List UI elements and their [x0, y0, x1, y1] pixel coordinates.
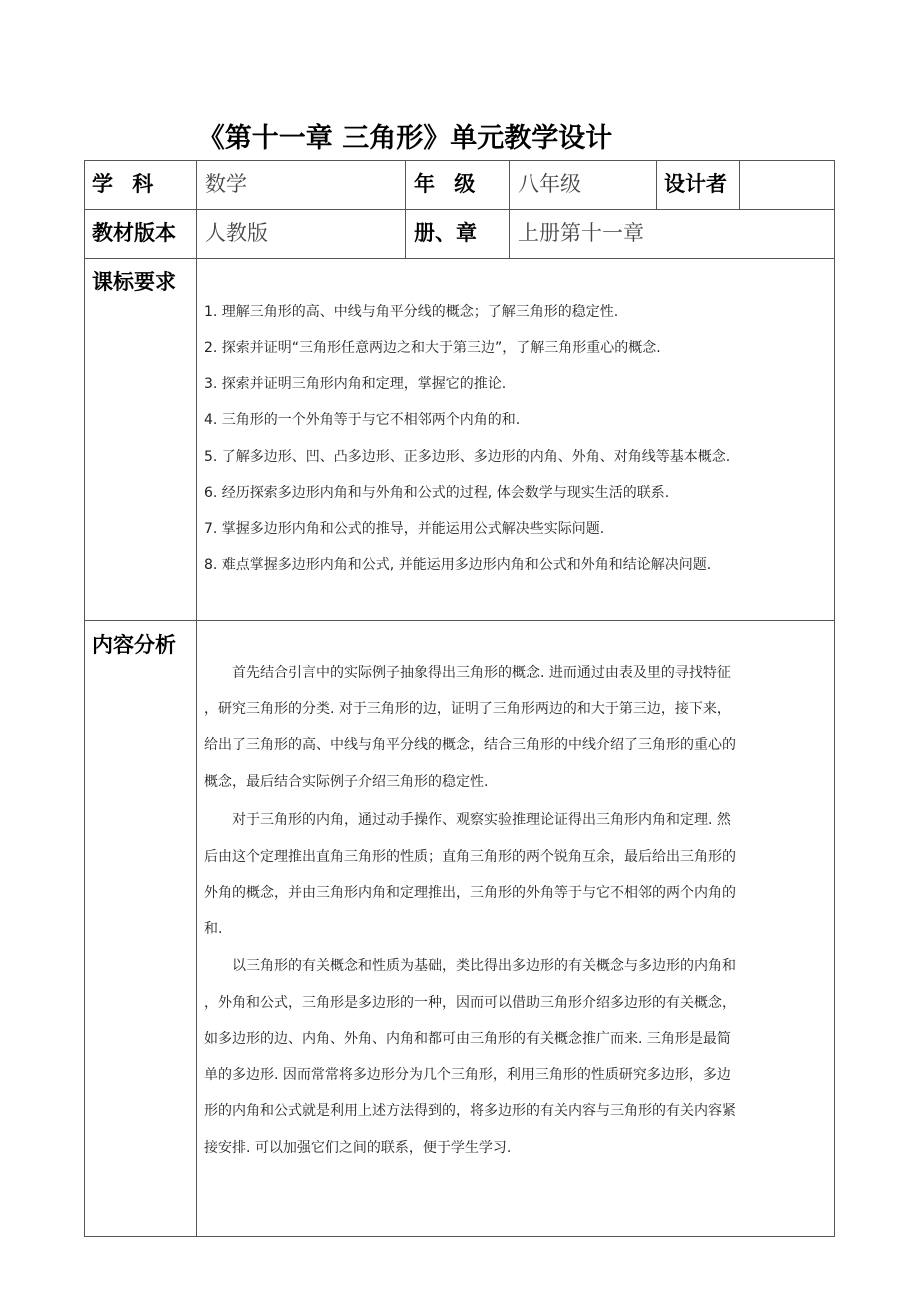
grade-label: 年 级 — [414, 172, 476, 196]
analysis-line: 单的多边形. 因而常常将多边形分为几个三角形，利用三角形的性质研究多边形，多边 — [204, 1067, 731, 1083]
divider — [739, 160, 740, 209]
curriculum-item: 3. 探索并证明三角形内角和定理，掌握它的推论. — [204, 376, 507, 392]
divider — [405, 160, 406, 258]
analysis-line: 如多边形的边、内角、外角、内角和都可由三角形的有关概念推广而来. 三角形是最简 — [204, 1031, 731, 1047]
curriculum-label: 课标要求 — [92, 270, 176, 294]
analysis-line: 和. — [204, 921, 223, 937]
curriculum-item: 1. 理解三角形的高、中线与角平分线的概念；了解三角形的稳定性. — [204, 304, 619, 320]
curriculum-item: 5. 了解多边形、凹、凸多边形、正多边形、多边形的内角、外角、对角线等基本概念. — [204, 449, 731, 465]
volume-value: 上册第十一章 — [518, 221, 644, 245]
curriculum-item: 8. 难点掌握多边形内角和公式, 并能运用多边形内角和公式和外角和结论解决问题. — [204, 557, 712, 573]
analysis-line: ，外角和公式，三角形是多边形的一种，因而可以借助三角形介绍多边形的有关概念， — [204, 995, 736, 1011]
curriculum-item: 7. 掌握多边形内角和公式的推导，并能运用公式解决些实际问题. — [204, 521, 605, 537]
analysis-line: 形的内角和公式就是利用上述方法得到的，将多边形的有关内容与三角形的有关内容紧 — [204, 1103, 736, 1119]
divider — [834, 160, 835, 1237]
analysis-line: 后由这个定理推出直角三角形的性质；直角三角形的两个锐角互余，最后给出三角形的 — [204, 849, 736, 865]
edition-label: 教材版本 — [92, 221, 176, 245]
analysis-line: 对于三角形的内角，通过动手操作、观察实验推理论证得出三角形内角和定理. 然 — [232, 812, 731, 828]
divider — [196, 160, 197, 1237]
analysis-line: 外角的概念，并由三角形内角和定理推出，三角形的外角等于与它不相邻的两个内角的 — [204, 885, 736, 901]
analysis-line: 给出了三角形的高、中线与角平分线的概念，结合三角形的中线介绍了三角形的重心的 — [204, 737, 736, 753]
subject-label: 学 科 — [92, 172, 154, 196]
page-title — [0, 116, 920, 155]
page-title-text: 《第十一章 三角形》单元教学设计 — [197, 123, 613, 154]
analysis-line: 概念，最后结合实际例子介绍三角形的稳定性. — [204, 774, 489, 790]
divider — [656, 160, 657, 209]
curriculum-item: 6. 经历探索多边形内角和与外角和公式的过程, 体会数学与现实生活的联系. — [204, 485, 670, 501]
analysis-line: 以三角形的有关概念和性质为基础，类比得出多边形的有关概念与多边形的内角和 — [232, 958, 736, 974]
curriculum-item: 2. 探索并证明“三角形任意两边之和大于第三边”，了解三角形重心的概念. — [204, 340, 661, 356]
grade-value: 八年级 — [518, 172, 581, 196]
subject-value: 数学 — [205, 172, 247, 196]
analysis-label: 内容分析 — [92, 633, 176, 657]
analysis-line: ，研究三角形的分类. 对于三角形的边，证明了三角形两边的和大于第三边，接下来， — [204, 701, 731, 717]
volume-label: 册、章 — [414, 221, 477, 245]
analysis-line: 接安排. 可以加强它们之间的联系，便于学生学习. — [204, 1140, 512, 1156]
divider — [84, 160, 85, 1237]
designer-label: 设计者 — [664, 172, 727, 196]
divider — [509, 160, 510, 258]
analysis-line: 首先结合引言中的实际例子抽象得出三角形的概念. 进而通过由表及里的寻找特征 — [232, 665, 731, 681]
edition-value: 人教版 — [205, 221, 268, 245]
curriculum-item: 4. 三角形的一个外角等于与它不相邻两个内角的和. — [204, 412, 521, 428]
